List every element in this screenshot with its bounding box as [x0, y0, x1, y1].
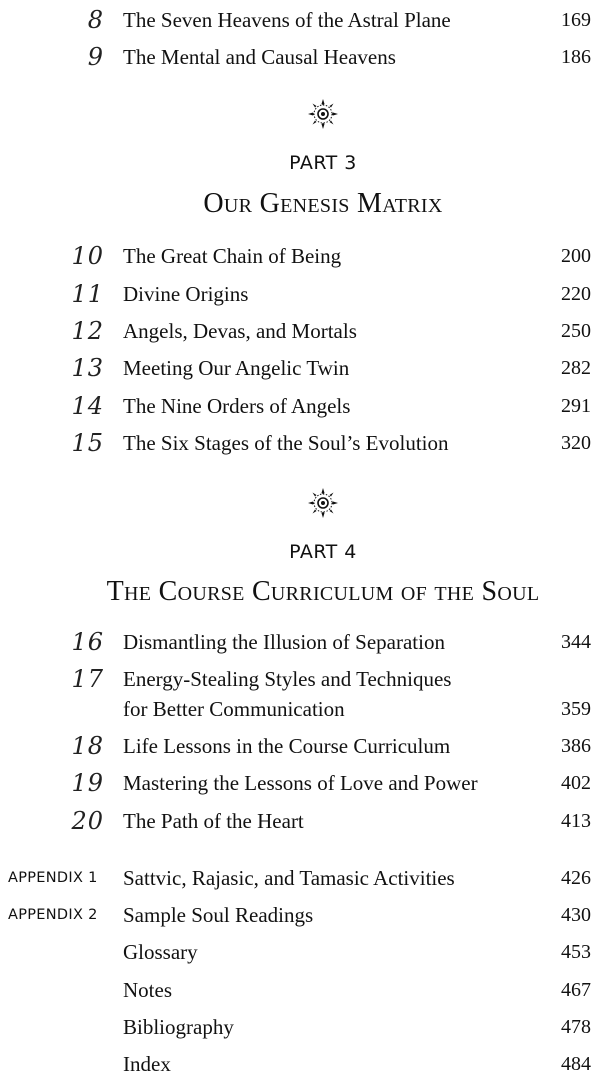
toc-entry-chapter-19[interactable]: [0, 768, 600, 798]
page-number: 426: [561, 867, 591, 889]
part-3-title: Our Genesis Matrix: [203, 188, 443, 219]
page-number: 430: [561, 904, 591, 926]
chapter-title: Energy-Stealing Styles and Techniques: [123, 667, 452, 691]
toc-entry-notes[interactable]: [0, 975, 600, 1005]
chapter-number: 9: [87, 43, 104, 71]
chapter-title: Divine Origins: [123, 282, 249, 306]
toc-entry-chapter-15[interactable]: [0, 428, 600, 458]
chapter-number: 12: [71, 317, 104, 345]
page-number: 478: [561, 1016, 591, 1038]
chapter-title: Mastering the Lessons of Love and Power: [123, 771, 478, 795]
chapter-number: 14: [71, 392, 104, 420]
chapter-title: Angels, Devas, and Mortals: [123, 319, 357, 343]
chapter-number: 16: [71, 628, 104, 656]
chapter-title: Life Lessons in the Course Curriculum: [123, 734, 451, 758]
toc-entry-glossary[interactable]: [0, 937, 600, 967]
chapter-number: 19: [71, 769, 104, 797]
chapter-title: The Nine Orders of Angels: [123, 394, 351, 418]
toc-entry-chapter-8[interactable]: [0, 5, 600, 35]
page-number: 282: [561, 357, 591, 379]
page-number: 291: [561, 395, 591, 417]
page-number: 413: [561, 810, 591, 832]
chapter-number: 10: [71, 242, 104, 270]
entry-title: Glossary: [123, 940, 198, 964]
toc-entry-chapter-10[interactable]: [0, 241, 600, 271]
toc-entry-appendix-2[interactable]: [0, 900, 600, 930]
chapter-title: Meeting Our Angelic Twin: [123, 356, 350, 380]
toc-entry-chapter-9[interactable]: [0, 42, 600, 72]
toc-entry-chapter-12[interactable]: [0, 316, 600, 346]
appendix-label: APPENDIX 1: [8, 870, 98, 886]
page-number: 453: [561, 941, 591, 963]
toc-entry-chapter-14[interactable]: [0, 391, 600, 421]
entry-title: Sample Soul Readings: [123, 903, 314, 927]
page-number: 200: [561, 245, 591, 267]
chapter-number: 17: [71, 665, 104, 693]
chapter-title: The Seven Heavens of the Astral Plane: [123, 8, 451, 32]
part-3-label: PART 3: [289, 152, 357, 174]
part-4-title: The Course Curriculum of the Soul: [106, 576, 540, 607]
toc-entry-bibliography[interactable]: [0, 1012, 600, 1042]
page-number: 220: [561, 283, 591, 305]
page-number: 386: [561, 735, 591, 757]
toc-entry-index[interactable]: [0, 1049, 600, 1079]
toc-entry-chapter-17[interactable]: [0, 664, 600, 721]
chapter-title: The Six Stages of the Soul’s Evolution: [123, 431, 449, 455]
toc-entry-chapter-11[interactable]: [0, 279, 600, 309]
entry-title: Bibliography: [123, 1015, 234, 1039]
toc-entry-chapter-20[interactable]: [0, 806, 600, 836]
toc-entry-chapter-13[interactable]: [0, 353, 600, 383]
entry-title: Index: [123, 1052, 171, 1076]
chapter-number: 13: [71, 354, 104, 382]
page-number: 402: [561, 772, 591, 794]
chapter-title-line-2: for Better Communication: [123, 697, 345, 721]
toc-entry-chapter-18[interactable]: [0, 731, 600, 761]
chapter-number: 11: [71, 280, 104, 308]
toc-entry-chapter-16[interactable]: [0, 627, 600, 657]
part-4-label: PART 4: [289, 541, 357, 563]
chapter-title: The Path of the Heart: [123, 809, 304, 833]
ornament-icon: [307, 487, 339, 519]
chapter-title: The Mental and Causal Heavens: [123, 45, 396, 69]
page-number: 320: [561, 432, 591, 454]
ornament-icon: [307, 98, 339, 130]
page-number: 250: [561, 320, 591, 342]
chapter-number: 20: [71, 807, 104, 835]
chapter-title: The Great Chain of Being: [123, 244, 342, 268]
toc-entry-appendix-1[interactable]: [0, 863, 600, 893]
page-number: 467: [561, 979, 591, 1001]
page-number: 484: [561, 1053, 591, 1075]
chapter-number: 8: [87, 6, 104, 34]
chapter-number: 15: [71, 429, 104, 457]
entry-title: Sattvic, Rajasic, and Tamasic Activities: [123, 866, 455, 890]
entry-title: Notes: [123, 978, 172, 1002]
appendix-label: APPENDIX 2: [8, 907, 98, 923]
chapter-title: Dismantling the Illusion of Separation: [123, 630, 445, 654]
page-number: 169: [561, 9, 591, 31]
page-number: 344: [561, 631, 591, 653]
page-number: 186: [561, 46, 591, 68]
chapter-number: 18: [71, 732, 104, 760]
page-number: 359: [561, 698, 591, 720]
